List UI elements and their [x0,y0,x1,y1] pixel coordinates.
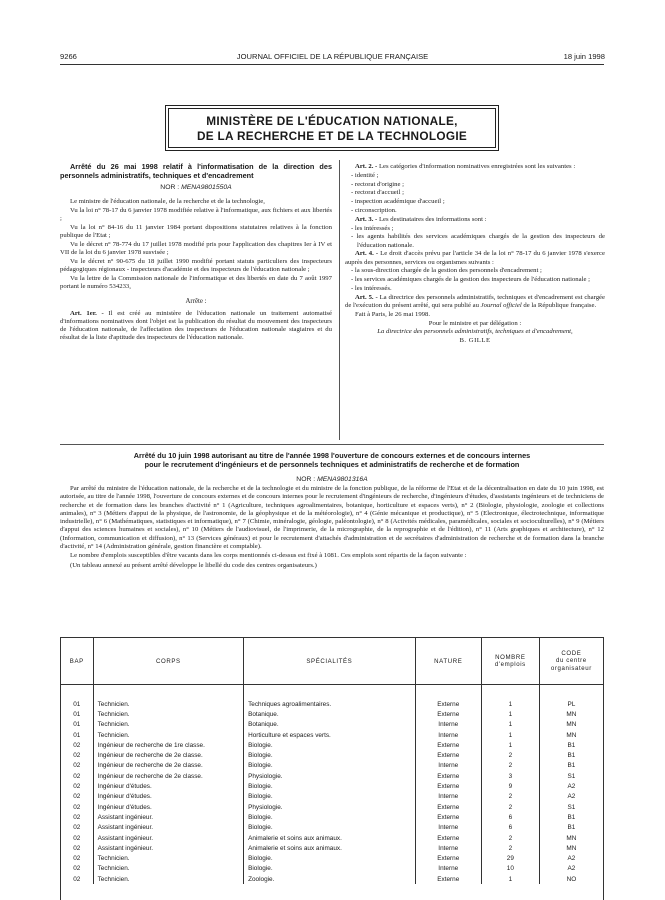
cell-specialite: Physiologie. [244,802,416,812]
cell-specialite: Techniques agroalimentaires. [244,699,416,709]
col-header-nombre-line-1: NOMBRE [495,653,526,661]
table-row [61,761,603,771]
article-4-item: - les services académiques chargés de la gestion des inspecteurs de l'éducation nationale ; [351,276,590,284]
arrete1-right-column [345,163,605,346]
cell-nombre: 9 [481,781,539,791]
article-5-text: La directrice des personnels administratifs, techniques et d'encadrement est chargée de l'exécution du présent arrêté, qui sera publié au [345,293,605,309]
col-header-code-line-3: organisateur [550,664,592,672]
ministry-heading-box [168,108,496,148]
emplois-table [60,637,604,900]
cell-nature: Interne [415,823,481,833]
table-row [61,771,603,781]
article-5-end: de la République française. [523,301,597,309]
cell-bap: 02 [61,750,93,760]
table-row [61,874,603,884]
cell-corps: Assistant ingénieur. [93,823,243,833]
arrete2-title [60,451,604,469]
article-2-text: Les catégories d'information nominatives enregistrées sont les suivantes : [378,163,576,170]
cell-specialite: Biologie. [244,781,416,791]
article-4-label: Art. 4. - [355,250,379,258]
cell-nombre: 1 [481,874,539,884]
table-row [61,823,603,833]
cell-code: B1 [567,762,576,770]
cell-specialite: Biologie. [244,853,416,863]
cell-corps: Technicien. [93,699,243,709]
col-header-nombre-line-2: d'emplois [494,661,526,668]
arrete1-title: Arrêté du 26 mai 1998 relatif à l'informatisation de la direction des personnels administratifs, techniques et d'encadrement [60,162,332,180]
cell-specialite: Biologie. [244,750,416,760]
cell-nombre: 2 [481,761,539,771]
cell-nature: Externe [415,781,481,791]
ministry-line-2: DE LA RECHERCHE ET DE LA TECHNOLOGIE [196,129,468,143]
cell-bap: 01 [61,720,93,730]
cell-nombre: 1 [481,709,539,719]
cell-nombre: 6 [481,823,539,833]
signatory-title: La directrice des personnels administratifs, techniques et d'encadrement, [377,328,573,336]
article-1-text: Il est créé au ministère de l'éducation nationale un traitement automatisé d'informations nominatives dont l'objet est la publication du résultat du mouvement des inspecteurs de l'éducation nationale, de l'affectation des inspecteurs de l'éducation nationale stagiaires et du résultat de la liste d'aptitude des inspecteurs de l'éducation nationale. [60,309,333,342]
fait-a-paris: Fait à Paris, le 26 mai 1998. [355,310,431,318]
cell-code: MN [566,844,577,852]
article-4 [345,250,605,266]
cell-bap: 02 [61,812,93,822]
article-1-label: Art. 1er. - [70,309,104,317]
cell-corps: Technicien. [93,874,243,884]
cell-corps: Ingénieur de recherche de 2e classe. [93,771,243,781]
cell-code: PL [567,700,576,708]
cell-corps: Ingénieur d'études. [93,802,243,812]
article-3 [345,216,605,224]
table-header-row [61,638,603,685]
cell-code: S1 [567,803,576,811]
cell-nombre: 2 [481,843,539,853]
nor-code: MENA9801550A [181,184,232,192]
cell-specialite: Biologie. [244,823,416,833]
article-4-item: - les intéressés. [351,284,392,292]
article-2-item: - rectorat d'origine ; [351,180,405,188]
table-row [61,792,603,802]
arrete2-paragraph-1: Par arrêté du ministre de l'éducation nationale, de la recherche et de la technologie et du ministre de la fonction publique, de la réforme de l'Etat et de la décentralisation en date du 10 juin 1998, est autorisée, au titre de l'année 1998, l'ouverture de concours externes et de concours internes pour le recrutement d'ingénieurs de recherche, d'ingénieurs d'études, d'assistants ingénieurs et de techniciens de recherche et de formation dans les branches d'activité n° 1 (Agriculture, techniques agroalimentaires, botanique, horticulture et espaces verts), n° 2 (Biologie, physiologie, zoologie et collections animales), n° 3 (Métiers d'appui de la physique, de l'astronomie, de la géophysique et de la météorologie), n° 4 (Génie mécanique et productique), n° 5 (Electronique, électrotechnique, informatique industrielle), n° 6 (Mathématiques, statistiques et informatique), n° 7 (Chimie, minéralogie, géologie, paléontologie), n° 8 (Activités médicales, paramédicales, sociales et socioculturelles), n° 9 (Métiers d'appui des sciences humaines et sociales), n° 10 (Métiers de l'audiovisuel, de l'imprimerie, de la micrographie, de la reprographie et de l'édition), n° 11 (Arts graphiques et architecture), n° 12 (Information, communication et diffusion), n° 13 (Services généraux) et pour le recrutement d'attachés d'administration et de secrétaires d'administration de recherche et de formation dans la branche d'activité, n° 14 (Administration générale, gestion financière et comptable). [60,485,604,551]
visa-cnil: Vu la lettre de la Commission nationale de l'informatique et des libertés en date du 7 août 1997 portant le numéro 534233, [60,275,332,291]
ministry-line-1: MINISTÈRE DE L'ÉDUCATION NATIONALE, [206,114,458,128]
cell-specialite: Animalerie et soins aux animaux. [244,833,416,843]
cell-nature: Externe [415,853,481,863]
cell-corps: Assistant ingénieur. [93,812,243,822]
cell-bap: 02 [61,864,93,874]
arrete1-nor [60,184,332,192]
cell-corps: Ingénieur de recherche de 1re classe. [93,740,243,750]
cell-bap: 02 [61,823,93,833]
visa-ministre: Le ministre de l'éducation nationale, de la recherche et de la technologie, [70,198,265,206]
cell-code: MN [566,721,577,729]
cell-bap: 02 [61,874,93,884]
col-header-nature: NATURE [415,638,481,685]
cell-bap: 02 [61,761,93,771]
cell-nature: Interne [415,843,481,853]
article-5 [345,294,605,310]
table-row [61,853,603,863]
article-3-item: - les agents habilités des services académiques chargés de la gestion des inspecteurs de l'éducation nationale. [351,233,605,249]
cell-corps: Technicien. [93,864,243,874]
cell-bap: 02 [61,740,93,750]
signatory-name: B. GILLE [459,337,491,345]
cell-specialite: Botanique. [244,709,416,719]
header-rule [60,64,604,65]
cell-nature: Externe [415,750,481,760]
cell-nature: Interne [415,864,481,874]
cell-specialite: Horticulture et espaces verts. [244,730,416,740]
article-3-label: Art. 3. - [355,215,378,223]
cell-bap: 02 [61,833,93,843]
cell-nature: Interne [415,720,481,730]
cell-nature: Externe [415,833,481,843]
table-body [61,685,603,885]
arrete2-paragraph-3: (Un tableau annexé au présent arrêté développe le libellé du code des centres organisateurs.) [70,561,317,569]
cell-corps: Assistant ingénieur. [93,843,243,853]
arrete1-left-column [60,163,332,343]
cell-bap: 01 [61,699,93,709]
col-header-nombre [481,638,539,685]
cell-code: A2 [567,793,576,801]
cell-nature: Interne [415,761,481,771]
article-2-label: Art. 2. - [355,163,378,170]
table-row [61,843,603,853]
cell-nature: Externe [415,699,481,709]
cell-nombre: 2 [481,802,539,812]
cell-nombre: 1 [481,720,539,730]
cell-code: B1 [567,824,576,832]
emplois-table-grid [61,638,603,884]
visa-loi-78-17: Vu la loi n° 78-17 du 6 janvier 1978 modifiée relative à l'informatique, aux fichiers et aux libertés ; [60,207,332,223]
cell-code: MN [566,710,577,718]
cell-specialite: Animalerie et soins aux animaux. [244,843,416,853]
col-header-specialites: SPÉCIALITÉS [244,638,416,685]
col-header-code-line-2: du centre [555,657,587,665]
cell-code: B1 [567,741,576,749]
cell-code: A2 [567,783,576,791]
arrete2-body [60,485,604,571]
cell-nombre: 1 [481,699,539,709]
article-4-text: Le droit d'accès prévu par l'article 34 de la loi n° 78-17 du 6 janvier 1978 s'exerce auprès des personnes, services ou organismes suivants : [345,250,605,266]
cell-nombre: 1 [481,740,539,750]
cell-code: A2 [567,855,576,863]
cell-specialite: Biologie. [244,761,416,771]
cell-code: NO [566,875,577,883]
article-3-text: Les destinataires des informations sont : [378,215,487,223]
table-row [61,720,603,730]
column-divider [339,160,340,440]
col-header-code-line-1: CODE [561,650,582,658]
section-separator [60,444,604,445]
cell-nombre: 29 [481,853,539,863]
cell-corps: Technicien. [93,720,243,730]
table-row [61,864,603,874]
cell-nature: Externe [415,771,481,781]
visa-loi-84-16: Vu la loi n° 84-16 du 11 janvier 1984 portant dispositions statutaires relatives à la fonction publique de l'Etat ; [60,224,332,240]
arrete2-paragraph-2: Le nombre d'emplois susceptibles d'être vacants dans les corps mentionnés ci-dessus est fixé à 1081. Ces emplois sont répartis de la façon suivante : [70,552,467,560]
cell-nature: Externe [415,874,481,884]
cell-nombre: 2 [481,833,539,843]
table-row [61,699,603,709]
cell-bap: 01 [61,709,93,719]
cell-nature: Interne [415,792,481,802]
table-row [61,709,603,719]
table-row [61,812,603,822]
cell-specialite: Physiologie. [244,771,416,781]
cell-nature: Externe [415,812,481,822]
cell-specialite: Botanique. [244,720,416,730]
cell-bap: 02 [61,771,93,781]
arrete-word: Arrête : [185,297,207,305]
cell-nombre: 1 [481,730,539,740]
delegation-line: Pour le ministre et par délégation : [428,319,522,327]
article-2 [345,163,605,171]
cell-bap: 02 [61,792,93,802]
cell-nature: Externe [415,740,481,750]
table-row [61,833,603,843]
article-1 [60,310,332,343]
article-2-item: - circonscription. [351,206,397,214]
page-number: 9266 [60,52,77,61]
cell-corps: Ingénieur de recherche de 2e classe. [93,750,243,760]
cell-bap: 02 [61,853,93,863]
table-row [61,740,603,750]
nor-label: NOR : [160,184,180,192]
visa-decret-90-675: Vu le décret n° 90-675 du 18 juillet 1990 modifié portant statuts particuliers des inspecteurs pédagogiques régionaux - inspecteurs d'académie et des inspecteurs de l'éducation nationale ; [60,258,332,274]
cell-nombre: 10 [481,864,539,874]
cell-corps: Technicien. [93,709,243,719]
article-2-item: - inspection académique d'accueil ; [351,198,445,206]
cell-nature: Externe [415,802,481,812]
arrete2-nor [60,476,604,483]
cell-bap: 01 [61,730,93,740]
cell-code: B1 [567,752,576,760]
col-header-corps: CORPS [93,638,243,685]
table-row [61,802,603,812]
article-2-item: - identité ; [351,171,379,179]
col-header-bap: BAP [61,638,93,685]
col-header-code [539,638,603,685]
cell-specialite: Biologie. [244,740,416,750]
cell-corps: Technicien. [93,853,243,863]
cell-nature: Interne [415,730,481,740]
cell-corps: Ingénieur d'études. [93,792,243,802]
cell-nombre: 2 [481,750,539,760]
nor-code: MENA9801316A [317,476,368,483]
journal-title: JOURNAL OFFICIEL DE LA RÉPUBLIQUE FRANÇAISE [236,52,429,61]
article-2-item: - rectorat d'accueil ; [351,189,405,197]
cell-code: MN [566,731,577,739]
issue-date: 18 juin 1998 [563,52,605,61]
cell-specialite: Zoologie. [244,874,416,884]
cell-specialite: Biologie. [244,812,416,822]
visa-decret-78-774: Vu le décret n° 78-774 du 17 juillet 1978 modifié pris pour l'application des chapitres Ier à IV et VII de la loi du 6 janvier 1978 susvisée ; [60,241,332,257]
table-row [61,781,603,791]
arrete2-title-line-2: pour le recrutement d'ingénieurs et de personnels techniques et administratifs de recherche et de formation [144,460,520,469]
cell-corps: Ingénieur de recherche de 2e classe. [93,761,243,771]
cell-specialite: Biologie. [244,864,416,874]
cell-bap: 02 [61,781,93,791]
cell-code: MN [566,834,577,842]
cell-nombre: 3 [481,771,539,781]
cell-nombre: 2 [481,792,539,802]
table-row [61,750,603,760]
article-4-item: - la sous-direction chargée de la gestion des personnels d'encadrement ; [351,267,542,275]
article-5-label: Art. 5. - [355,293,378,301]
cell-bap: 02 [61,802,93,812]
cell-corps: Ingénieur d'études. [93,781,243,791]
cell-corps: Technicien. [93,730,243,740]
arrete2-title-line-1: Arrêté du 10 juin 1998 autorisant au titre de l'année 1998 l'ouverture de concours externes et de concours internes [133,451,531,460]
table-spacer-row [61,685,603,700]
cell-code: A2 [567,865,576,873]
cell-corps: Assistant ingénieur. [93,833,243,843]
cell-code: S1 [567,772,576,780]
article-3-item: - les intéressés ; [351,224,394,232]
journal-officiel-ref: Journal officiel [480,301,522,309]
table-row [61,730,603,740]
cell-bap: 02 [61,843,93,853]
cell-specialite: Biologie. [244,792,416,802]
cell-nature: Externe [415,709,481,719]
cell-nombre: 6 [481,812,539,822]
nor-label: NOR : [296,476,316,483]
cell-code: B1 [567,813,576,821]
